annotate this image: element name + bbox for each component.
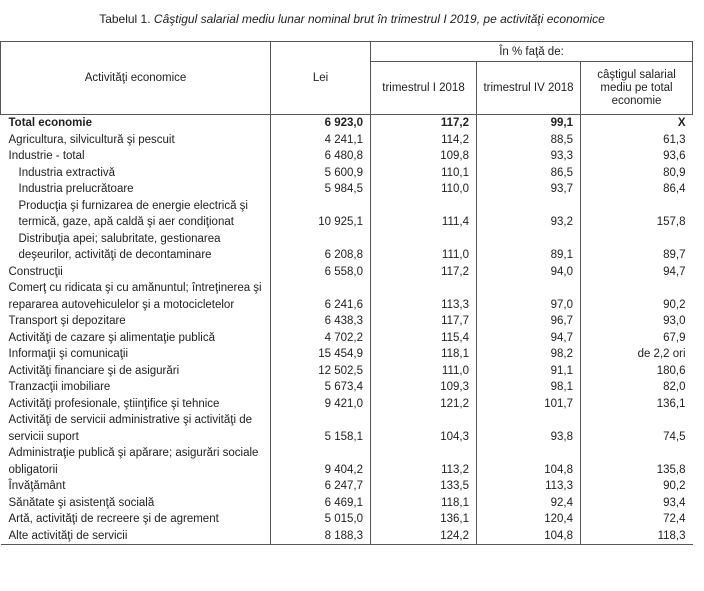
row-pct-economy-average: 80,9 bbox=[663, 166, 686, 179]
table-row bbox=[1, 165, 693, 182]
row-pct-q1-2018: 110,0 bbox=[371, 181, 477, 198]
header-q1-2018: trimestrul I 2018 bbox=[371, 62, 477, 115]
table-row bbox=[1, 181, 693, 198]
row-pct-q1-2018: 133,5 bbox=[371, 478, 477, 495]
table-row bbox=[1, 412, 693, 445]
table-row bbox=[1, 313, 693, 330]
row-pct-q1-2018: 114,2 bbox=[371, 132, 477, 149]
row-lei: 6 241,6 bbox=[271, 280, 371, 313]
header-economy-average: câştigul salarial mediu pe total economie bbox=[581, 62, 693, 115]
row-pct-q1-2018: 136,1 bbox=[371, 511, 477, 528]
row-pct-q4-2018: 88,5 bbox=[477, 132, 581, 149]
table-caption bbox=[0, 12, 704, 26]
row-lei: 5 600,9 bbox=[271, 165, 371, 182]
row-lei: 5 158,1 bbox=[271, 412, 371, 445]
row-pct-q4-2018: 98,2 bbox=[477, 346, 581, 363]
row-lei: 5 015,0 bbox=[271, 511, 371, 528]
row-pct-economy-average: 93,4 bbox=[663, 496, 686, 509]
row-pct-q1-2018: 118,1 bbox=[371, 495, 477, 512]
row-pct-economy-average: de 2,2 ori bbox=[637, 348, 686, 360]
row-pct-economy-average: 67,9 bbox=[663, 331, 686, 344]
row-pct-q1-2018: 113,3 bbox=[371, 280, 477, 313]
row-label: Industrie - total bbox=[1, 148, 271, 165]
row-pct-q4-2018: 89,1 bbox=[477, 231, 581, 264]
row-pct-economy-average: 74,5 bbox=[663, 430, 686, 443]
row-pct-q4-2018: 104,8 bbox=[477, 445, 581, 478]
row-lei: 10 925,1 bbox=[271, 198, 371, 231]
row-label: Activităţi profesionale, ştiinţifice şi tehnice bbox=[1, 396, 271, 413]
table-row bbox=[1, 330, 693, 347]
row-pct-economy-average: 82,0 bbox=[663, 381, 686, 393]
row-lei: 6 208,8 bbox=[271, 231, 371, 264]
row-pct-q1-2018: 115,4 bbox=[371, 330, 477, 347]
row-pct-q1-2018: 113,2 bbox=[371, 445, 477, 478]
row-pct-q4-2018: 113,3 bbox=[477, 478, 581, 495]
table-row bbox=[1, 115, 693, 132]
row-lei: 12 502,5 bbox=[271, 363, 371, 380]
row-pct-economy-average: 86,4 bbox=[663, 183, 686, 195]
row-label: Transport şi depozitare bbox=[1, 313, 271, 330]
row-label: Activităţi de servicii administrative şi activităţi de servicii suport bbox=[1, 412, 271, 445]
row-pct-economy-average: 118,3 bbox=[581, 528, 693, 545]
row-pct-q1-2018: 124,2 bbox=[371, 528, 477, 545]
table-row bbox=[1, 495, 693, 512]
row-label: Tranzacţii imobiliare bbox=[1, 379, 271, 396]
row-label: Industria extractivă bbox=[1, 165, 271, 182]
row-lei: 15 454,9 bbox=[271, 346, 371, 363]
row-pct-q4-2018: 104,8 bbox=[477, 528, 581, 545]
table-row bbox=[1, 511, 693, 528]
row-pct-economy-average: 157,8 bbox=[656, 216, 686, 228]
table-row bbox=[1, 363, 693, 380]
row-pct-q1-2018: 109,3 bbox=[371, 379, 477, 396]
table-row bbox=[1, 528, 693, 545]
row-lei: 6 558,0 bbox=[271, 264, 371, 281]
row-pct-q1-2018: 111,0 bbox=[371, 231, 477, 264]
row-pct-q1-2018: 117,2 bbox=[371, 264, 477, 281]
salary-table bbox=[0, 41, 693, 545]
table-row bbox=[1, 346, 693, 363]
table-row bbox=[1, 280, 693, 313]
table-title: Câştigul salarial mediu lunar nominal brut în trimestrul I 2019, pe activităţi economice bbox=[153, 12, 605, 26]
row-pct-q1-2018: 121,2 bbox=[371, 396, 477, 413]
row-pct-q4-2018: 98,1 bbox=[477, 379, 581, 396]
table-row bbox=[1, 396, 693, 413]
row-pct-q4-2018: 94,0 bbox=[477, 264, 581, 281]
row-pct-q1-2018: 118,1 bbox=[371, 346, 477, 363]
row-pct-q1-2018: 109,8 bbox=[371, 148, 477, 165]
row-lei: 6 469,1 bbox=[271, 495, 371, 512]
header-percent-group: În % faţă de: bbox=[371, 42, 693, 62]
row-lei: 6 480,8 bbox=[271, 148, 371, 165]
row-label: Alte activităţi de servicii bbox=[1, 528, 271, 545]
row-label: Artă, activităţi de recreere şi de agrement bbox=[1, 511, 271, 528]
row-pct-q4-2018: 92,4 bbox=[477, 495, 581, 512]
row-label: Activităţi financiare şi de asigurări bbox=[1, 363, 271, 380]
row-lei: 6 247,7 bbox=[271, 478, 371, 495]
row-pct-economy-average: 89,7 bbox=[663, 249, 686, 261]
row-pct-q1-2018: 110,1 bbox=[371, 165, 477, 182]
table-row bbox=[1, 148, 693, 165]
row-pct-q1-2018: 111,0 bbox=[371, 363, 477, 380]
row-pct-economy-average: 61,3 bbox=[663, 133, 686, 146]
row-label: Agricultura, silvicultură şi pescuit bbox=[1, 132, 271, 149]
row-pct-q4-2018: 93,7 bbox=[477, 181, 581, 198]
table-row bbox=[1, 132, 693, 149]
header-lei: Lei bbox=[271, 42, 371, 115]
row-label: Activităţi de cazare şi alimentaţie publică bbox=[1, 330, 271, 347]
row-pct-economy-average: 135,8 bbox=[656, 463, 686, 476]
row-pct-q1-2018: 117,2 bbox=[371, 115, 477, 132]
row-label: Învăţământ bbox=[1, 478, 271, 495]
table-row bbox=[1, 478, 693, 495]
row-pct-economy-average: 93,0 bbox=[663, 315, 686, 327]
row-label: Distribuţia apei; salubritate, gestionarea deşeurilor, activităţi de decontaminare bbox=[1, 231, 271, 264]
row-label: Construcţii bbox=[1, 264, 271, 281]
table-body bbox=[1, 115, 693, 545]
table-row bbox=[1, 264, 693, 281]
row-pct-economy-average: 180,6 bbox=[656, 364, 686, 377]
row-pct-q4-2018: 93,8 bbox=[477, 412, 581, 445]
row-pct-q1-2018: 117,7 bbox=[371, 313, 477, 330]
row-pct-q4-2018: 91,1 bbox=[477, 363, 581, 380]
row-pct-economy-average: 136,1 bbox=[656, 397, 686, 410]
row-pct-q4-2018: 93,3 bbox=[477, 148, 581, 165]
header-q4-2018: trimestrul IV 2018 bbox=[477, 62, 581, 115]
row-pct-q4-2018: 93,2 bbox=[477, 198, 581, 231]
row-pct-economy-average: 90,2 bbox=[663, 298, 686, 311]
table-row bbox=[1, 445, 693, 478]
row-label: Administraţie publică şi apărare; asigurări sociale obligatorii bbox=[1, 445, 271, 478]
row-label: Informaţii şi comunicaţii bbox=[1, 346, 271, 363]
row-lei: 9 404,2 bbox=[271, 445, 371, 478]
row-lei: 4 241,1 bbox=[271, 132, 371, 149]
row-pct-q4-2018: 86,5 bbox=[477, 165, 581, 182]
row-label: Comerţ cu ridicata şi cu amănuntul; întreţinerea şi repararea autovehiculelor şi a motocicletelor bbox=[1, 280, 271, 313]
row-lei: 9 421,0 bbox=[271, 396, 371, 413]
row-pct-economy-average: 72,4 bbox=[663, 513, 686, 525]
row-lei: 4 702,2 bbox=[271, 330, 371, 347]
row-pct-q4-2018: 97,0 bbox=[477, 280, 581, 313]
row-lei: 5 673,4 bbox=[271, 379, 371, 396]
row-pct-economy-average: 90,2 bbox=[663, 480, 686, 492]
row-label: Total economie bbox=[1, 115, 271, 132]
row-lei: 6 438,3 bbox=[271, 313, 371, 330]
row-pct-q1-2018: 111,4 bbox=[371, 198, 477, 231]
table-row bbox=[1, 379, 693, 396]
row-pct-economy-average: 93,6 bbox=[663, 150, 686, 162]
table-header bbox=[1, 42, 693, 115]
row-label: Industria prelucrătoare bbox=[1, 181, 271, 198]
row-pct-q1-2018: 104,3 bbox=[371, 412, 477, 445]
row-label: Sănătate şi asistenţă socială bbox=[1, 495, 271, 512]
row-pct-economy-average: 94,7 bbox=[663, 265, 686, 278]
row-pct-q4-2018: 94,7 bbox=[477, 330, 581, 347]
table-number: Tabelul 1. bbox=[99, 12, 151, 26]
table-row bbox=[1, 231, 693, 264]
row-pct-q4-2018: 120,4 bbox=[477, 511, 581, 528]
row-pct-q4-2018: 96,7 bbox=[477, 313, 581, 330]
row-lei: 6 923,0 bbox=[271, 115, 371, 132]
row-lei: 8 188,3 bbox=[271, 528, 371, 545]
row-lei: 5 984,5 bbox=[271, 181, 371, 198]
row-pct-q4-2018: 101,7 bbox=[477, 396, 581, 413]
header-activity: Activităţi economice bbox=[1, 42, 271, 115]
table-row bbox=[1, 198, 693, 231]
row-pct-q4-2018: 99,1 bbox=[477, 115, 581, 132]
row-pct-economy-average: X bbox=[581, 115, 693, 132]
row-label: Producţia şi furnizarea de energie electrică şi termică, gaze, apă caldă şi aer condiţionat bbox=[1, 198, 271, 231]
